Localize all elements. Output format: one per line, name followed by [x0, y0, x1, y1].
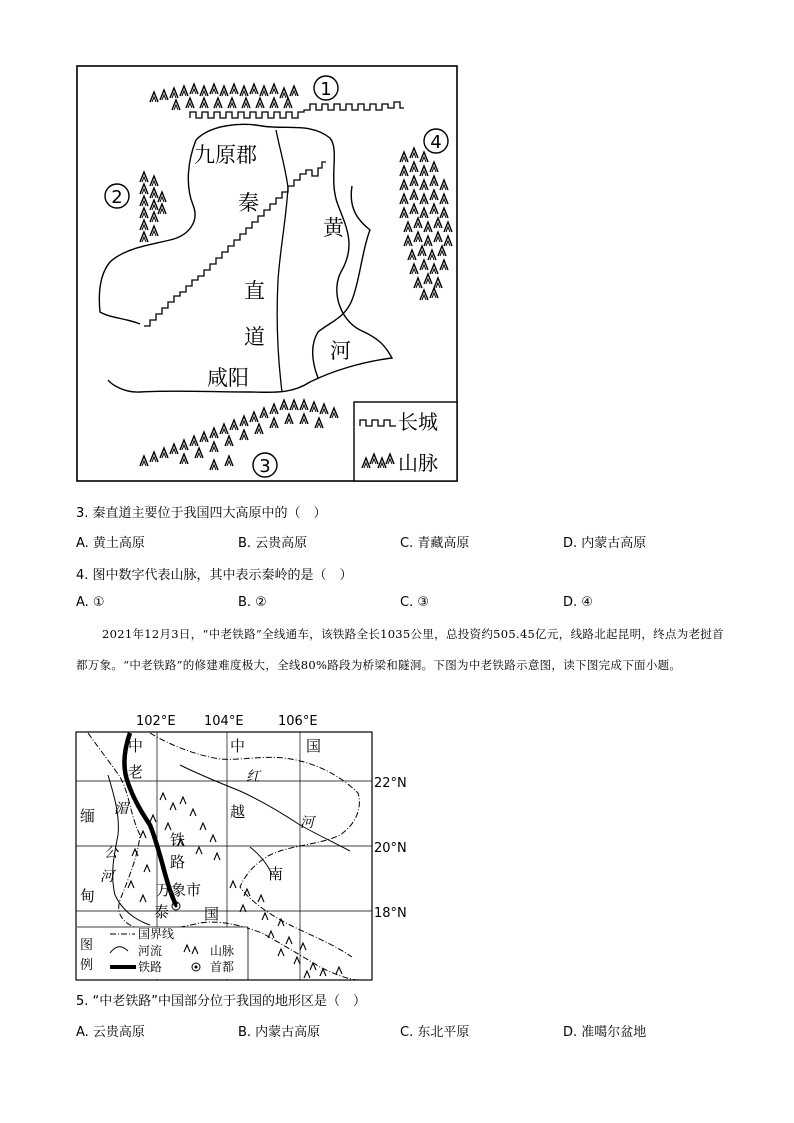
- label-lu: 路: [170, 853, 186, 871]
- legend-railway-symbol: [110, 965, 136, 969]
- label-china-2: 国: [306, 737, 322, 755]
- q3-option-c[interactable]: C. 青藏高原: [400, 536, 470, 551]
- q5-option-c[interactable]: C. 东北平原: [400, 1025, 470, 1040]
- label-yue: 越: [230, 803, 246, 821]
- question-4: 4. 图中数字代表山脉，其中表示秦岭的是（ ）: [76, 568, 353, 583]
- legend-mountain-label: 山脉: [398, 451, 438, 475]
- legend-capital-label: 首都: [210, 960, 235, 974]
- rivers: [108, 765, 350, 925]
- q4-option-a[interactable]: A. ①: [76, 595, 105, 610]
- lat-18: 18°N: [374, 906, 407, 921]
- label-red-river-he: 河: [300, 815, 314, 831]
- label-nan: 南: [268, 865, 284, 883]
- q3-option-b[interactable]: B. 云贵高原: [238, 536, 308, 551]
- q4-option-c[interactable]: C. ③: [400, 595, 429, 610]
- mountain-range-2: [140, 172, 166, 242]
- qin-straight-road: [276, 130, 288, 392]
- railway-line: [124, 733, 176, 905]
- legend-great-wall-symbol: [360, 420, 396, 426]
- label-huang: 黄: [323, 216, 344, 240]
- label-mei: 湄: [114, 801, 128, 817]
- lon-106: 106°E: [278, 714, 318, 729]
- question-5: 5. “中老铁路”中国部分位于我国的地形区是（ ）: [76, 994, 367, 1009]
- label-china-1: 中: [230, 737, 246, 755]
- label-zhong-lao-1: 中: [128, 737, 144, 755]
- legend-title-2: 例: [80, 958, 94, 973]
- label-tie: 铁: [170, 831, 186, 849]
- china-laos-railway-map: [0, 705, 794, 990]
- legend-great-wall-label: 长城: [398, 410, 438, 434]
- legend-border-label: 国界线: [138, 927, 175, 941]
- q3-option-d[interactable]: D. 内蒙古高原: [563, 536, 647, 551]
- label-hong: 红: [246, 769, 260, 785]
- svg-text:2: 2: [111, 187, 123, 208]
- legend-river-label: 河流: [138, 944, 163, 958]
- great-wall-top: [190, 102, 404, 118]
- label-zhi: 直: [244, 279, 265, 303]
- label-zhong-lao-2: 老: [128, 763, 144, 781]
- svg-text:3: 3: [259, 456, 271, 477]
- label-dian: 甸: [80, 887, 96, 905]
- mountain-number-4: [424, 129, 448, 153]
- qin-straight-road-map: [0, 0, 794, 500]
- q5-option-b[interactable]: B. 内蒙古高原: [238, 1025, 321, 1040]
- legend-mountain-label-2: 山脉: [210, 944, 235, 958]
- lon-102: 102°E: [136, 714, 176, 729]
- reading-passage: 2021年12月3日，“中老铁路”全线通车，该铁路全长1035公里，总投资约505.45亿元，线路北起昆明，终点为老挝首都万象。“中老铁路”的修建难度极大，全线80%路段为桥梁和隧洞。下图为中老铁路示意图，读下图完成下面小题。: [76, 627, 724, 672]
- label-he: 河: [330, 339, 351, 363]
- legend-title-1: 图: [80, 938, 94, 953]
- lat-20: 20°N: [374, 841, 407, 856]
- mountain-range-3: [140, 400, 338, 470]
- label-mekong-he: 河: [100, 869, 114, 885]
- label-tai: 泰: [154, 903, 170, 921]
- q4-option-b[interactable]: B. ②: [238, 595, 267, 610]
- lat-22: 22°N: [374, 776, 407, 791]
- mountain-range-4: [400, 148, 452, 300]
- qin-territory-west: [99, 140, 196, 324]
- label-thailand-guo: 国: [204, 905, 220, 923]
- great-wall-diagonal: [144, 162, 326, 326]
- label-xianyang: 咸阳: [207, 366, 249, 390]
- mountain-range-1: [150, 84, 298, 110]
- legend-railway-label: 铁路: [138, 960, 163, 974]
- label-vientiane: 万象市: [156, 881, 202, 899]
- svg-text:4: 4: [430, 132, 442, 153]
- label-gong: 公: [104, 845, 118, 861]
- q5-option-d[interactable]: D. 准噶尔盆地: [563, 1025, 647, 1040]
- lon-104: 104°E: [204, 714, 244, 729]
- mountain-number-2: [105, 184, 129, 208]
- q5-option-a[interactable]: A. 云贵高原: [76, 1025, 145, 1040]
- mountain-number-3: [253, 453, 277, 477]
- q4-option-d[interactable]: D. ④: [563, 595, 593, 610]
- question-3: 3. 秦直道主要位于我国四大高原中的（ ）: [76, 506, 327, 521]
- svg-text:1: 1: [320, 79, 332, 100]
- label-qin: 秦: [238, 191, 259, 215]
- label-mian: 缅: [80, 807, 96, 825]
- label-dao: 道: [244, 325, 265, 349]
- q3-option-a[interactable]: A. 黄土高原: [76, 536, 145, 551]
- label-jiuyuan: 九原郡: [194, 143, 257, 167]
- mountain-number-1: [314, 76, 338, 100]
